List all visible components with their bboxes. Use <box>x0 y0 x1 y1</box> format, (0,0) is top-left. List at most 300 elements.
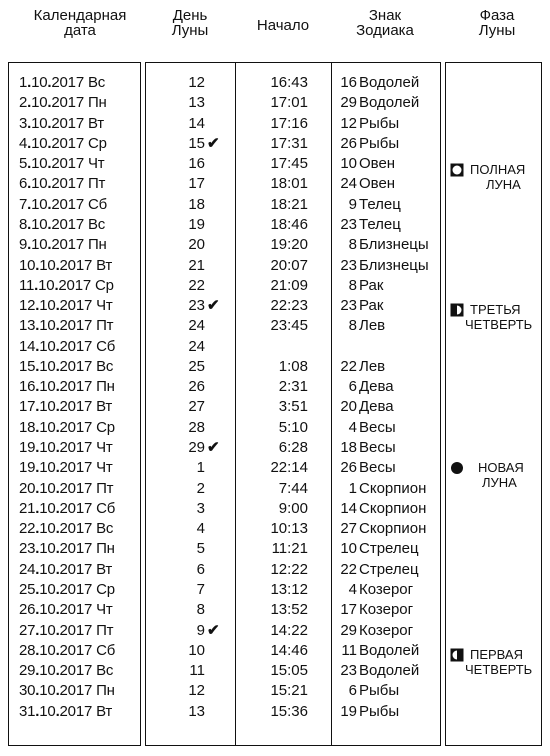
date-month: 10 <box>31 134 48 152</box>
start-time-cell: 22:23 <box>270 297 308 315</box>
lunar-day-number: 22 <box>188 276 205 294</box>
header-zodiac <box>340 8 430 38</box>
date-day: 15 <box>19 357 36 375</box>
zodiac-sign: Овен <box>359 175 396 193</box>
lunar-day-number: 10 <box>188 641 205 659</box>
lunar-day-cell <box>175 560 235 580</box>
date-month: 10 <box>39 702 56 720</box>
date-separator: . <box>27 155 32 173</box>
lunar-day-number: 24 <box>188 337 205 355</box>
zodiac-sign: Весы <box>359 418 396 436</box>
date-year: 2017 <box>51 155 84 173</box>
weekday: Ср <box>96 581 115 598</box>
date-cell <box>19 641 139 661</box>
zodiac-degree: 23 <box>340 256 357 274</box>
lunar-day-cell <box>175 174 235 194</box>
header-start <box>245 18 321 33</box>
date-separator: . <box>55 601 60 619</box>
table-row <box>0 418 440 438</box>
date-separator: . <box>55 337 60 355</box>
zodiac-cell <box>337 499 437 519</box>
full-moon-icon <box>450 163 464 177</box>
date-day: 22 <box>19 520 36 538</box>
zodiac-cell <box>337 337 437 357</box>
date-year: 2017 <box>59 641 93 659</box>
date-separator: . <box>35 418 40 436</box>
zodiac-sign: Телец <box>359 195 401 213</box>
table-row <box>0 681 440 701</box>
date-day: 26 <box>19 601 36 619</box>
start-time-cell: 5:10 <box>278 418 308 436</box>
lunar-day-cell <box>175 661 235 681</box>
check-mark-icon: ✔ <box>207 621 220 639</box>
zodiac-sign: Рак <box>359 276 384 294</box>
date-cell <box>19 519 139 539</box>
date-month: 10 <box>39 378 56 396</box>
zodiac-sign: Рыбы <box>359 134 400 152</box>
date-month: 10 <box>39 520 56 538</box>
table-row <box>0 316 440 336</box>
start-time-cell: 3:51 <box>278 398 308 416</box>
table-row <box>0 621 440 641</box>
zodiac-cell <box>337 580 437 600</box>
date-day: 7 <box>19 195 28 213</box>
zodiac-cell <box>337 215 437 235</box>
table-row <box>0 438 440 458</box>
date-separator: . <box>35 641 40 659</box>
date-year: 2017 <box>51 114 84 132</box>
header-zodiac-line2: Зодиака <box>356 22 414 39</box>
date-month: 10 <box>39 581 56 598</box>
date-separator: . <box>55 499 60 517</box>
table-row <box>0 519 440 539</box>
zodiac-cell <box>337 702 437 722</box>
zodiac-degree: 8 <box>348 276 357 294</box>
zodiac-cell <box>337 418 437 438</box>
date-year: 2017 <box>59 520 93 538</box>
table-row <box>0 154 440 174</box>
date-separator: . <box>27 74 32 91</box>
date-cell <box>19 93 139 113</box>
date-year: 2017 <box>59 337 93 355</box>
zodiac-sign: Дева <box>359 378 394 396</box>
start-time-cell: 18:21 <box>270 195 308 213</box>
date-separator: . <box>55 621 60 639</box>
weekday: Пт <box>96 317 114 335</box>
date-separator: . <box>35 682 40 700</box>
lunar-day-number: 14 <box>188 114 205 132</box>
lunar-day-cell <box>175 499 235 519</box>
date-separator: . <box>35 317 40 335</box>
lunar-day-number: 24 <box>188 317 205 335</box>
date-day: 21 <box>19 499 36 517</box>
date-month: 10 <box>31 215 48 233</box>
date-day: 28 <box>19 641 36 659</box>
zodiac-sign: Козерог <box>359 581 414 598</box>
header-lunar-day-line1: День <box>172 7 208 24</box>
date-separator: . <box>55 459 60 477</box>
start-time-cell: 13:52 <box>270 601 308 619</box>
table-row <box>0 114 440 134</box>
zodiac-sign: Водолей <box>359 641 420 659</box>
date-day: 19 <box>19 459 36 477</box>
date-year: 2017 <box>59 662 93 680</box>
table-row <box>0 377 440 397</box>
zodiac-degree: 11 <box>341 641 357 659</box>
lunar-day-cell <box>175 539 235 559</box>
phase-label-line2: ЛУНА <box>482 475 517 490</box>
zodiac-degree: 26 <box>340 134 357 152</box>
weekday: Пн <box>96 540 115 558</box>
date-month: 10 <box>31 94 48 112</box>
zodiac-cell <box>337 296 437 316</box>
header-phase <box>452 8 542 38</box>
lunar-day-number: 5 <box>196 540 205 558</box>
date-separator: . <box>35 540 40 558</box>
weekday: Сб <box>96 337 116 355</box>
zodiac-degree: 4 <box>348 418 357 436</box>
date-year: 2017 <box>59 297 93 315</box>
weekday: Вс <box>87 215 106 233</box>
lunar-day-cell <box>175 397 235 417</box>
zodiac-degree: 20 <box>340 398 357 416</box>
lunar-day-number: 17 <box>188 175 205 193</box>
date-month: 10 <box>31 155 48 173</box>
date-separator: . <box>55 702 60 720</box>
table-row <box>0 641 440 661</box>
lunar-day-number: 13 <box>188 94 205 112</box>
zodiac-degree: 16 <box>340 74 357 91</box>
lunar-day-cell <box>175 702 235 722</box>
date-cell <box>19 357 139 377</box>
date-year: 2017 <box>59 357 93 375</box>
start-time-cell: 17:16 <box>270 114 308 132</box>
date-month: 10 <box>39 662 56 680</box>
table-row <box>0 93 440 113</box>
lunar-day-cell <box>175 73 235 93</box>
lunar-day-number: 23 <box>188 297 205 315</box>
zodiac-degree: 17 <box>340 601 357 619</box>
lunar-day-number: 25 <box>188 357 205 375</box>
date-separator: . <box>55 439 60 457</box>
lunar-day-cell <box>175 519 235 539</box>
start-time-cell: 14:46 <box>270 641 308 659</box>
date-separator: . <box>55 317 60 335</box>
zodiac-cell <box>337 397 437 417</box>
date-separator: . <box>35 520 40 538</box>
date-separator: . <box>35 499 40 517</box>
date-cell <box>19 418 139 438</box>
date-year: 2017 <box>51 215 84 233</box>
weekday: Вт <box>96 560 113 578</box>
date-cell <box>19 256 139 276</box>
start-time-cell: 2:31 <box>278 378 308 396</box>
table-row <box>0 134 440 154</box>
table-row <box>0 600 440 620</box>
date-month: 10 <box>39 357 56 375</box>
weekday: Вт <box>96 702 113 720</box>
start-time-cell: 7:44 <box>278 479 308 497</box>
date-separator: . <box>55 520 60 538</box>
date-separator: . <box>55 357 60 375</box>
date-separator: . <box>55 682 60 700</box>
zodiac-sign: Овен <box>359 155 396 173</box>
date-day: 11 <box>19 276 35 294</box>
table-row <box>0 337 440 357</box>
lunar-day-number: 28 <box>188 418 205 436</box>
lunar-day-cell <box>175 458 235 478</box>
zodiac-cell <box>337 600 437 620</box>
weekday: Сб <box>96 499 116 517</box>
date-month: 10 <box>31 114 48 132</box>
new-moon-icon <box>450 461 464 475</box>
lunar-day-number: 4 <box>196 520 205 538</box>
table-row <box>0 235 440 255</box>
zodiac-cell <box>337 134 437 154</box>
start-time-cell: 23:45 <box>270 317 308 335</box>
zodiac-cell <box>337 235 437 255</box>
weekday: Вс <box>87 74 106 91</box>
weekday: Чт <box>87 155 105 173</box>
first-quarter-icon <box>450 648 464 662</box>
start-time-cell: 19:20 <box>270 236 308 254</box>
date-cell <box>19 539 139 559</box>
date-cell <box>19 580 139 600</box>
start-time-cell: 18:01 <box>270 175 308 193</box>
table-row <box>0 539 440 559</box>
table-row <box>0 357 440 377</box>
lunar-day-cell <box>175 195 235 215</box>
date-day: 9 <box>19 236 28 254</box>
weekday: Ср <box>87 134 107 152</box>
weekday: Пт <box>96 621 114 639</box>
date-separator: . <box>55 641 60 659</box>
lunar-day-number: 19 <box>188 215 205 233</box>
header-start-line1: Начало <box>256 17 310 34</box>
zodiac-degree: 19 <box>340 702 357 720</box>
date-separator: . <box>35 297 40 315</box>
start-time-cell: 20:07 <box>270 256 308 274</box>
date-day: 12 <box>19 297 36 315</box>
zodiac-degree: 8 <box>348 317 357 335</box>
lunar-day-cell <box>175 641 235 661</box>
weekday: Пн <box>87 236 107 254</box>
phase-label-line1: ПЕРВАЯ <box>470 647 523 662</box>
zodiac-sign: Лев <box>359 317 386 335</box>
date-year: 2017 <box>51 195 84 213</box>
date-separator: . <box>35 479 40 497</box>
date-separator: . <box>55 297 60 315</box>
start-time-cell: 10:13 <box>270 520 308 538</box>
date-day: 16 <box>19 378 36 396</box>
zodiac-cell <box>337 479 437 499</box>
date-cell <box>19 134 139 154</box>
weekday: Вт <box>96 256 113 274</box>
date-cell <box>19 499 139 519</box>
date-cell <box>19 195 139 215</box>
lunar-day-number: 18 <box>188 195 205 213</box>
zodiac-cell <box>337 73 437 93</box>
start-time-cell: 1:08 <box>278 357 308 375</box>
date-day: 3 <box>19 114 28 132</box>
lunar-day-number: 27 <box>188 398 205 416</box>
zodiac-degree: 18 <box>340 439 357 457</box>
weekday: Пн <box>96 682 115 700</box>
weekday: Вс <box>96 520 114 538</box>
date-year: 2017 <box>51 74 84 91</box>
date-cell <box>19 702 139 722</box>
date-separator: . <box>27 114 32 132</box>
start-time-cell: 17:45 <box>270 155 308 173</box>
zodiac-sign: Водолей <box>359 74 420 91</box>
lunar-day-cell <box>175 357 235 377</box>
date-month: 10 <box>39 560 56 578</box>
check-mark-icon: ✔ <box>207 297 220 315</box>
weekday: Чт <box>96 601 113 619</box>
date-separator: . <box>27 236 32 254</box>
date-separator: . <box>47 195 52 213</box>
table-row <box>0 73 440 93</box>
lunar-day-number: 3 <box>196 499 205 517</box>
date-cell <box>19 479 139 499</box>
date-separator: . <box>35 398 40 416</box>
zodiac-degree: 22 <box>340 357 357 375</box>
lunar-day-number: 1 <box>196 459 205 477</box>
date-cell <box>19 337 139 357</box>
zodiac-degree: 29 <box>340 621 357 639</box>
zodiac-sign: Весы <box>359 439 396 457</box>
date-cell <box>19 316 139 336</box>
date-separator: . <box>35 337 40 355</box>
date-separator: . <box>27 94 32 112</box>
date-separator: . <box>47 155 52 173</box>
zodiac-sign: Стрелец <box>359 560 419 578</box>
phase-label-line2: ЧЕТВЕРТЬ <box>465 662 533 677</box>
weekday: Пн <box>87 94 107 112</box>
date-separator: . <box>35 702 40 720</box>
table-row <box>0 296 440 316</box>
date-cell <box>19 114 139 134</box>
start-time-cell: 15:36 <box>270 702 308 720</box>
start-time-cell: 11:21 <box>271 540 308 558</box>
table-row <box>0 499 440 519</box>
date-month: 10 <box>39 398 56 416</box>
zodiac-degree: 4 <box>348 581 357 598</box>
zodiac-degree: 23 <box>340 297 357 315</box>
header-zodiac-line1: Знак <box>368 7 402 24</box>
lunar-day-cell <box>175 256 235 276</box>
date-month: 10 <box>39 641 56 659</box>
lunar-day-cell <box>175 134 235 154</box>
date-month: 10 <box>39 540 56 558</box>
date-separator: . <box>27 175 32 193</box>
date-day: 10 <box>19 256 36 274</box>
start-time-cell: 13:12 <box>270 581 308 598</box>
weekday: Пн <box>96 378 115 396</box>
date-year: 2017 <box>51 236 84 254</box>
zodiac-degree: 6 <box>348 378 357 396</box>
zodiac-cell <box>337 438 437 458</box>
weekday: Вс <box>96 357 114 375</box>
date-day: 27 <box>19 621 36 639</box>
zodiac-cell <box>337 256 437 276</box>
date-separator: . <box>55 378 60 396</box>
date-year: 2017 <box>59 581 93 598</box>
zodiac-cell <box>337 681 437 701</box>
lunar-day-number: 6 <box>196 560 205 578</box>
date-cell <box>19 215 139 235</box>
date-year: 2017 <box>59 499 93 517</box>
date-month: 10 <box>39 682 56 700</box>
zodiac-cell <box>337 357 437 377</box>
date-year: 2017 <box>59 601 93 619</box>
date-separator: . <box>27 215 32 233</box>
weekday: Вс <box>96 662 114 680</box>
date-cell <box>19 73 139 93</box>
date-separator: . <box>55 662 60 680</box>
lunar-day-number: 15 <box>188 134 205 152</box>
zodiac-sign: Рыбы <box>359 682 400 700</box>
zodiac-degree: 14 <box>340 499 357 517</box>
zodiac-cell <box>337 661 437 681</box>
lunar-day-cell <box>175 215 235 235</box>
zodiac-sign: Стрелец <box>359 540 419 558</box>
lunar-day-cell <box>175 418 235 438</box>
check-mark-icon: ✔ <box>207 134 220 152</box>
lunar-day-number: 2 <box>196 479 205 497</box>
start-time-cell: 15:21 <box>270 682 308 700</box>
header-lunar-day-line2: Луны <box>171 22 209 39</box>
zodiac-sign: Козерог <box>359 601 414 619</box>
zodiac-sign: Водолей <box>359 94 420 112</box>
weekday: Чт <box>96 459 113 477</box>
table-row <box>0 174 440 194</box>
zodiac-sign: Козерог <box>359 621 414 639</box>
date-cell <box>19 174 139 194</box>
date-separator: . <box>27 134 32 152</box>
start-time-cell: 18:46 <box>270 215 308 233</box>
zodiac-cell <box>337 195 437 215</box>
date-year: 2017 <box>59 540 93 558</box>
date-separator: . <box>55 540 60 558</box>
weekday: Пт <box>96 479 114 497</box>
date-day: 17 <box>19 398 36 416</box>
lunar-day-cell <box>175 681 235 701</box>
zodiac-sign: Скорпион <box>359 520 427 538</box>
date-day: 19 <box>19 439 36 457</box>
header-lunar-day <box>160 8 220 38</box>
zodiac-sign: Телец <box>359 215 401 233</box>
lunar-day-cell <box>175 296 235 316</box>
date-month: 10 <box>39 479 56 497</box>
zodiac-cell <box>337 560 437 580</box>
date-day: 18 <box>19 418 36 436</box>
date-day: 25 <box>19 581 36 598</box>
lunar-day-number: 13 <box>188 702 205 720</box>
table-row <box>0 397 440 417</box>
check-mark-icon: ✔ <box>207 439 220 457</box>
date-separator: . <box>47 74 52 91</box>
date-separator: . <box>47 236 52 254</box>
weekday: Чт <box>96 439 113 457</box>
lunar-day-cell <box>175 621 235 641</box>
date-separator: . <box>35 581 40 598</box>
date-cell <box>19 397 139 417</box>
date-month: 10 <box>39 459 56 477</box>
table-row <box>0 580 440 600</box>
lunar-day-cell <box>175 154 235 174</box>
weekday: Ср <box>96 418 115 436</box>
